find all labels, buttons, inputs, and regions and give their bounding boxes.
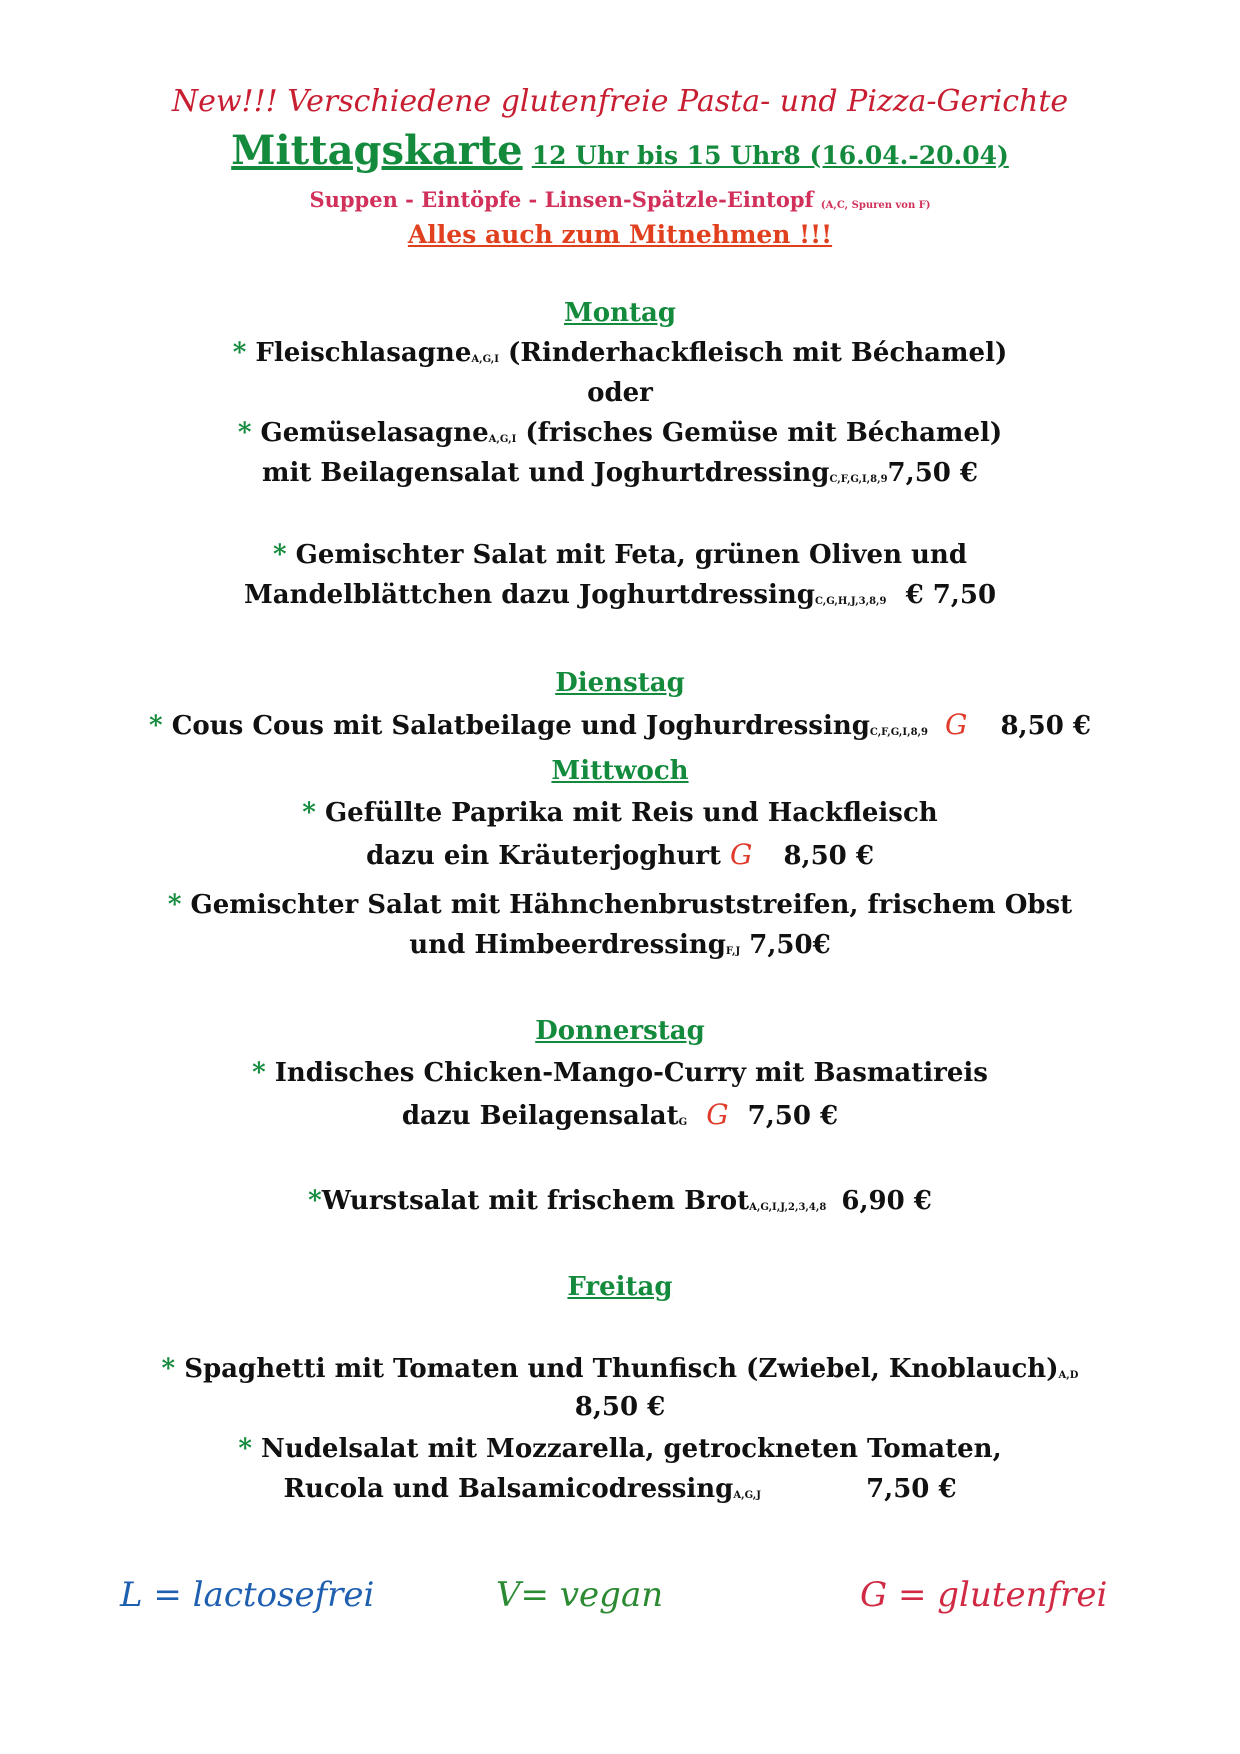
item-name: dazu Beilagensalat	[401, 1101, 679, 1131]
page-title: Mittagskarte	[231, 127, 523, 174]
allergen-codes: A,G,J	[733, 1490, 761, 1501]
allergen-codes: A,G,I	[471, 354, 499, 365]
gluten-free-mark: G	[706, 1098, 729, 1131]
allergen-codes: A,D	[1058, 1370, 1079, 1381]
item-price: 7,50 €	[866, 1474, 957, 1504]
item-name: Gefüllte Paprika mit Reis und Hackfleisch	[324, 798, 938, 828]
allergen-codes: A,G,I	[488, 434, 517, 445]
item-name: Wurstsalat mit frischem Brot	[321, 1186, 750, 1216]
menu-item	[0, 888, 1240, 922]
item-name: und Himbeerdressing	[409, 930, 726, 960]
menu-title	[0, 128, 1240, 179]
menu-item	[0, 336, 1240, 377]
item-name: Gemischter Salat mit Hähnchenbruststreifen, frischem Obst	[190, 890, 1073, 920]
item-description: (frisches Gemüse mit Béchamel)	[525, 418, 1003, 448]
star-icon: *	[272, 540, 287, 570]
takeaway-notice: Alles auch zum Mitnehmen !!!	[407, 220, 833, 249]
menu-item-side	[0, 456, 1240, 497]
menu-item	[0, 708, 1240, 750]
allergen-codes: G	[678, 1117, 688, 1128]
legend-vegan: V= vegan	[496, 1575, 664, 1615]
soups-line	[0, 186, 1240, 220]
item-name: Gemischter Salat mit Feta, grünen Oliven und	[295, 540, 968, 570]
item-name: dazu ein Kräuterjoghurt	[366, 841, 721, 871]
day-heading-dienstag: Dienstag	[555, 668, 685, 698]
menu-item-continued	[0, 838, 1240, 873]
item-price: 6,90 €	[841, 1186, 932, 1216]
allergen-codes: A,G,I,J,2,3,4,8	[749, 1202, 827, 1213]
allergen-codes: F,J	[725, 946, 741, 957]
item-name: Nudelsalat mit Mozzarella, getrockneten Tomaten,	[261, 1434, 1002, 1464]
star-icon: *	[237, 418, 252, 448]
gluten-free-mark: G	[730, 838, 753, 871]
menu-item	[0, 1432, 1240, 1466]
allergen-codes: C,G,H,J,3,8,9	[814, 596, 887, 607]
item-price: 8,50 €	[574, 1392, 666, 1422]
item-name: Indisches Chicken-Mango-Curry mit Basmatireis	[274, 1058, 988, 1088]
item-price: € 7,50	[905, 580, 997, 610]
item-name: Cous Cous mit Salatbeilage und Joghurdressing	[171, 711, 870, 741]
star-icon: *	[252, 1058, 266, 1088]
item-description: mit Beilagensalat und Joghurtdressing	[261, 458, 830, 488]
day-heading-freitag: Freitag	[567, 1272, 673, 1302]
allergen-codes: C,F,G,I,8,9	[869, 727, 928, 738]
star-icon: *	[308, 1186, 322, 1216]
star-icon: *	[167, 890, 182, 920]
allergen-codes: C,F,G,I,8,9	[829, 474, 888, 485]
menu-item	[0, 1184, 1240, 1225]
item-price: 7,50 €	[887, 458, 979, 488]
star-icon: *	[238, 1434, 252, 1464]
item-price: 7,50 €	[747, 1101, 839, 1131]
star-icon: *	[161, 1354, 176, 1384]
menu-item	[0, 416, 1240, 457]
item-name: Spaghetti mit Tomaten und Thunfisch (Zwiebel, Knoblauch)	[184, 1354, 1059, 1384]
star-icon: *	[302, 798, 316, 828]
gluten-free-mark: G	[945, 708, 968, 741]
menu-item	[0, 538, 1240, 572]
or-separator: oder	[587, 378, 653, 408]
star-icon: *	[232, 338, 247, 368]
soups-text: Suppen - Eintöpfe - Linsen-Spätzle-Eintopf	[309, 187, 814, 212]
item-name: Mandelblättchen dazu Joghurtdressing	[243, 580, 815, 610]
menu-item-continued	[0, 1472, 1240, 1513]
item-price: 8,50 €	[1000, 711, 1091, 741]
item-name: Fleischlasagne	[255, 338, 472, 368]
item-price: 7,50€	[749, 930, 831, 960]
menu-item-continued	[0, 578, 1240, 619]
menu-item	[0, 1056, 1240, 1090]
soups-allergens: (A,C, Spuren von F)	[820, 200, 931, 211]
menu-item-continued	[0, 928, 1240, 969]
legend-lactose-free: L = lactosefrei	[120, 1575, 375, 1615]
day-heading-donnerstag: Donnerstag	[535, 1016, 705, 1046]
day-heading-montag: Montag	[563, 298, 677, 328]
day-heading-mittwoch: Mittwoch	[551, 756, 689, 786]
star-icon: *	[149, 711, 163, 741]
item-name: Gemüselasagne	[260, 418, 489, 448]
item-price: 8,50 €	[783, 841, 874, 871]
new-dishes-notice: New!!! Verschiedene glutenfreie Pasta- und Pizza-Gerichte	[171, 84, 1069, 119]
item-name: Rucola und Balsamicodressing	[283, 1474, 734, 1504]
opening-hours: 12 Uhr bis 15 Uhr8 (16.04.-20.04)	[531, 141, 1009, 170]
legend-gluten-free: G = glutenfrei	[860, 1575, 1108, 1615]
menu-item	[0, 796, 1240, 830]
menu-item	[0, 1352, 1240, 1393]
menu-item-continued	[0, 1098, 1240, 1140]
item-description: (Rinderhackfleisch mit Béchamel)	[508, 338, 1008, 368]
